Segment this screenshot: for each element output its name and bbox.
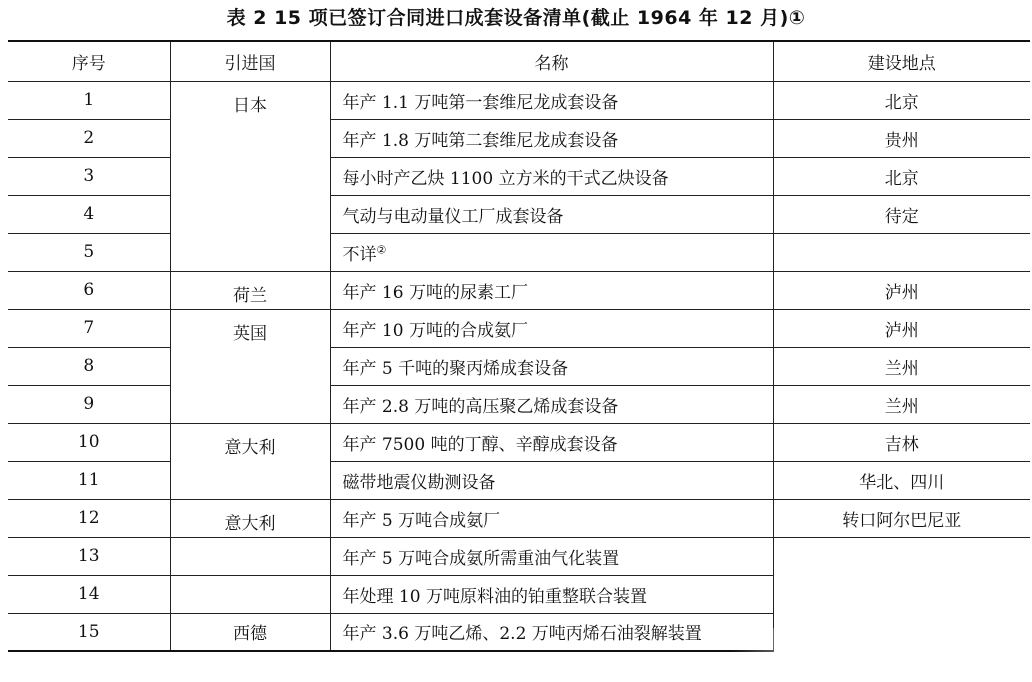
table-row <box>8 347 1030 385</box>
table-row <box>8 309 1030 347</box>
cell-name: 年产 5 万吨合成氨厂 <box>330 499 773 537</box>
scan-fade-overlay <box>732 628 1032 668</box>
table-row <box>8 385 1030 423</box>
cell-name: 年产 7500 吨的丁醇、辛醇成套设备 <box>330 423 773 461</box>
cell-location <box>773 233 1030 271</box>
cell-number: 4 <box>8 195 170 233</box>
cell-location: 兰州 <box>773 385 1030 423</box>
table-row <box>8 195 1030 233</box>
cell-country: 西德 <box>170 613 330 651</box>
cell-location: 吉林 <box>773 423 1030 461</box>
header-row <box>8 41 1030 81</box>
cell-name: 年处理 10 万吨原料油的铂重整联合装置 <box>330 575 773 613</box>
cell-number: 7 <box>8 309 170 347</box>
table-row <box>8 423 1030 461</box>
cell-country: 日本 <box>170 81 330 271</box>
cell-name: 年产 3.6 万吨乙烯、2.2 万吨丙烯石油裂解装置 <box>330 613 773 651</box>
cell-number: 1 <box>8 81 170 119</box>
equipment-table <box>8 40 1030 652</box>
cell-number: 6 <box>8 271 170 309</box>
header-number: 序号 <box>8 41 170 81</box>
cell-location: 泸州 <box>773 271 1030 309</box>
cell-location: 贵州 <box>773 119 1030 157</box>
cell-number: 9 <box>8 385 170 423</box>
table-row <box>8 157 1030 195</box>
cell-name: 年产 1.1 万吨第一套维尼龙成套设备 <box>330 81 773 119</box>
cell-location: 兰州 <box>773 347 1030 385</box>
cell-number: 2 <box>8 119 170 157</box>
cell-name: 年产 10 万吨的合成氨厂 <box>330 309 773 347</box>
cell-country <box>170 537 330 575</box>
table-row <box>8 233 1030 271</box>
cell-name: 年产 1.8 万吨第二套维尼龙成套设备 <box>330 119 773 157</box>
cell-name: 每小时产乙炔 1100 立方米的干式乙炔设备 <box>330 157 773 195</box>
cell-country <box>170 575 330 613</box>
cell-country: 意大利 <box>170 499 330 537</box>
cell-location: 华北、四川 <box>773 461 1030 499</box>
cell-location: 北京 <box>773 157 1030 195</box>
cell-number: 11 <box>8 461 170 499</box>
table-row <box>8 81 1030 119</box>
cell-name: 年产 16 万吨的尿素工厂 <box>330 271 773 309</box>
table-row <box>8 537 1030 575</box>
cell-name: 磁带地震仪勘测设备 <box>330 461 773 499</box>
table-row <box>8 499 1030 537</box>
table-row <box>8 119 1030 157</box>
cell-name: 气动与电动量仪工厂成套设备 <box>330 195 773 233</box>
cell-name: 年产 5 万吨合成氨所需重油气化装置 <box>330 537 773 575</box>
table-caption: 表 2 15 项已签订合同进口成套设备清单(截止 1964 年 12 月)① <box>226 7 806 29</box>
footnote-marker: ② <box>376 242 387 256</box>
cell-name <box>330 233 773 271</box>
cell-name: 年产 5 千吨的聚丙烯成套设备 <box>330 347 773 385</box>
cell-location: 泸州 <box>773 309 1030 347</box>
cell-number: 10 <box>8 423 170 461</box>
header-name: 名称 <box>330 41 773 81</box>
cell-number: 3 <box>8 157 170 195</box>
cell-number: 8 <box>8 347 170 385</box>
cell-number: 12 <box>8 499 170 537</box>
header-location: 建设地点 <box>773 41 1030 81</box>
cell-number: 15 <box>8 613 170 651</box>
cell-number: 13 <box>8 537 170 575</box>
cell-number: 5 <box>8 233 170 271</box>
cell-country: 意大利 <box>170 423 330 499</box>
table-row <box>8 271 1030 309</box>
cell-name-text: 不详 <box>342 244 377 265</box>
cell-country: 荷兰 <box>170 271 330 309</box>
cell-name: 年产 2.8 万吨的高压聚乙烯成套设备 <box>330 385 773 423</box>
cell-location: 待定 <box>773 195 1030 233</box>
cell-location: 北京 <box>773 81 1030 119</box>
header-country: 引进国 <box>170 41 330 81</box>
cell-country: 英国 <box>170 309 330 423</box>
cell-number: 14 <box>8 575 170 613</box>
cell-location: 转口阿尔巴尼亚 <box>773 499 1030 537</box>
table-row <box>8 461 1030 499</box>
